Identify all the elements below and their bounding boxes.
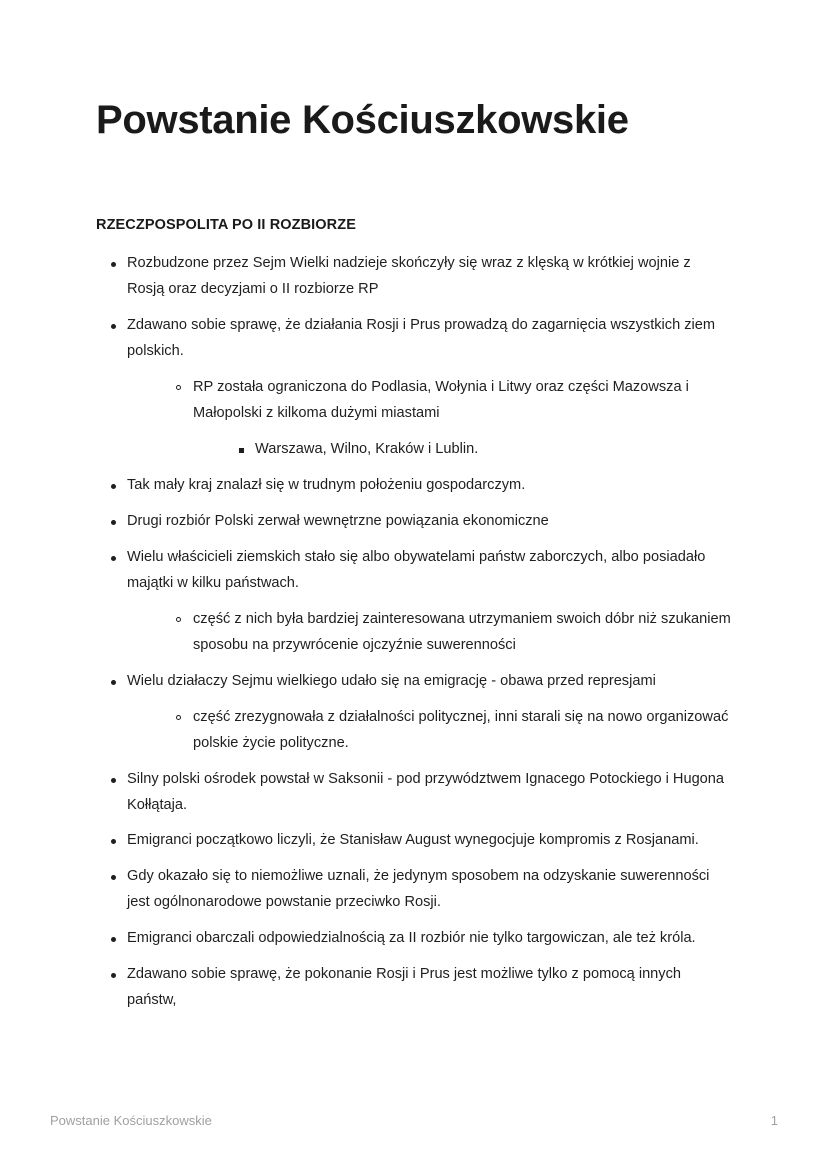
list-item-text: Wielu działaczy Sejmu wielkiego udało się na emigrację - obawa przed represjami	[127, 672, 656, 689]
list-item-text: RP została ograniczona do Podlasia, Wołynia i Litwy oraz części Mazowsza i Małopolski z kilkoma dużymi miastami	[193, 378, 689, 421]
list-item	[224, 437, 732, 463]
bullet-list-level-1	[96, 235, 732, 1014]
bullet-circle-icon	[176, 715, 181, 720]
list-item	[162, 375, 732, 463]
list-item	[96, 545, 732, 659]
list-item	[96, 669, 732, 757]
bullet-disc-icon	[111, 556, 116, 561]
list-item	[162, 607, 732, 659]
list-item-text: Warszawa, Wilno, Kraków i Lublin.	[255, 440, 479, 457]
bullet-list-level-3	[193, 427, 732, 463]
bullet-disc-icon	[111, 680, 116, 685]
bullet-circle-icon	[176, 385, 181, 390]
list-item	[96, 767, 732, 819]
list-item-text: część zrezygnowała z działalności politycznej, inni starali się na nowo organizować polskie życie polityczne.	[193, 708, 729, 751]
list-item	[162, 705, 732, 757]
section-heading: RZECZPOSPOLITA PO II ROZBIORZE	[96, 217, 356, 234]
page-footer	[0, 1107, 828, 1133]
list-item-text: Emigranci obarczali odpowiedzialnością za II rozbiór nie tylko targowiczan, ale też króla.	[127, 930, 696, 947]
list-item-text: część z nich była bardziej zainteresowana utrzymaniem swoich dóbr niż szukaniem sposobu na przywrócenie ojczyźnie suwerenności	[193, 610, 731, 653]
list-item-text: Wielu właścicieli ziemskich stało się albo obywatelami państw zaborczych, albo posiadało majątki w kilku państwach.	[127, 548, 706, 591]
list-item	[96, 962, 732, 1014]
bullet-list-level-2	[127, 695, 732, 757]
bullet-disc-icon	[111, 839, 116, 844]
bullet-square-icon	[239, 448, 244, 453]
list-item-text: Tak mały kraj znalazł się w trudnym położeniu gospodarczym.	[127, 476, 526, 493]
bullet-disc-icon	[111, 973, 116, 978]
footer-document-label: Powstanie Kościuszkowskie	[50, 1112, 212, 1128]
list-item	[96, 926, 732, 952]
list-item-text: Drugi rozbiór Polski zerwał wewnętrzne powiązania ekonomiczne	[127, 512, 549, 529]
list-item-text: Emigranci początkowo liczyli, że Stanisław August wynegocjuje kompromis z Rosjanami.	[127, 832, 699, 849]
document-content	[96, 0, 732, 1014]
list-item-text: Rozbudzone przez Sejm Wielki nadzieje skończyły się wraz z klęską w krótkiej wojnie z Rosją oraz decyzjami o II rozbiorze RP	[127, 255, 691, 297]
list-item	[96, 864, 732, 916]
list-item-text: Silny polski ośrodek powstał w Saksonii - pod przywództwem Ignacego Potockiego i Hugona Kołłątaja.	[127, 770, 725, 813]
bullet-circle-icon	[176, 617, 181, 622]
bullet-disc-icon	[111, 484, 116, 489]
footer-page-number: 1	[770, 1112, 778, 1128]
bullet-disc-icon	[111, 262, 116, 267]
bullet-disc-icon	[111, 520, 116, 525]
list-item-text: Zdawano sobie sprawę, że pokonanie Rosji i Prus jest możliwe tylko z pomocą innych państw,	[127, 966, 682, 1009]
bullet-disc-icon	[111, 937, 116, 942]
bullet-disc-icon	[111, 875, 116, 880]
list-item	[96, 313, 732, 463]
bullet-list-level-2	[127, 365, 732, 463]
list-item-text: Gdy okazało się to niemożliwe uznali, że jedynym sposobem na odzyskanie suwerenności jest ogólnonarodowe powstanie przeciwko Rosji.	[127, 868, 710, 911]
list-item	[96, 251, 732, 303]
list-item	[96, 473, 732, 499]
bullet-disc-icon	[111, 324, 116, 329]
list-item	[96, 828, 732, 854]
bullet-list-level-2	[127, 597, 732, 659]
page-title: Powstanie Kościuszkowskie	[96, 98, 629, 142]
list-item	[96, 509, 732, 535]
list-item-text: Zdawano sobie sprawę, że działania Rosji i Prus prowadzą do zagarnięcia wszystkich ziem polskich.	[127, 316, 716, 359]
bullet-disc-icon	[111, 778, 116, 783]
